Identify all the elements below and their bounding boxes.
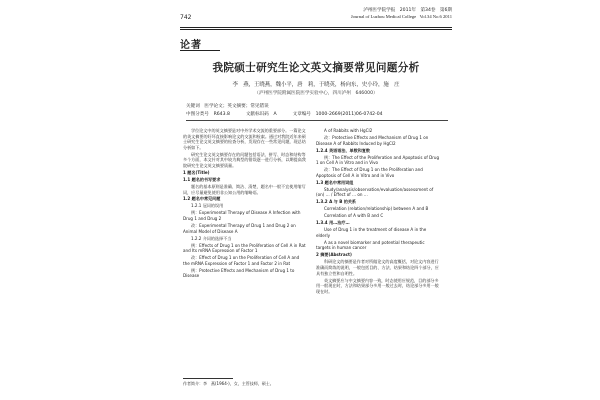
volume-cn: 第34卷 — [420, 8, 436, 13]
page-number: 742 — [180, 14, 192, 21]
body-paragraph: 研究生论文英文摘要存在的问题包括语法、拼写、时态和结构等多个方面，本文针对其中较为典型的错误逐一进行分析，以期提高我院研究生论文英文摘要质量。 — [183, 151, 306, 168]
section-heading: 1.2 题名中常见问题 — [183, 196, 221, 202]
body-paragraph: Correlation of A with B and C — [324, 213, 384, 219]
body-paragraph: 1.2.1 冠词的误用 — [191, 203, 224, 209]
body-paragraph: 例：Effects of Drug 1 on the Proliferation of Cell A in Rat and Its mRNA Expression of Factor 1 — [183, 242, 306, 254]
body-paragraph: 改：Protective Effects and Mechanism of Drug 1 on Disease A of Rabbits Induced by HgCl2 — [316, 134, 429, 146]
journal-name-cn: 泸州医学院学报 — [363, 8, 396, 13]
body-paragraph: 例：Experimental Therapy of Disease A Infection with Drug 1 and Drug 2 — [183, 210, 301, 222]
section-heading: 1.3.2 A 与 B 的关系 — [316, 199, 357, 205]
running-header — [286, 8, 452, 20]
body-column-left — [183, 128, 307, 280]
body-paragraph: 例：The Effect of the Proliferation and Apoptosis of Drug 1 on Cell A in Vitro and in Vivo — [316, 154, 440, 166]
header-rule-thick — [180, 27, 452, 28]
body-paragraph: 改：Effect of Drug 1 on the Proliferation of Cell A and the mRNA Expression of Factor 1 and Factor 2 in Rat — [183, 255, 300, 266]
section-rule — [180, 50, 220, 51]
body-column-right — [316, 128, 440, 296]
body-paragraph: 学位论文中的英文摘要是对中外学术交流的重要部分。一篇论文的英文摘要的好坏直接影响论文的交流和检索。通过对我院近年来硕士研究生论文英文摘要的检查分析，发现存在一些常见问题，现总结分析如下。 — [183, 128, 306, 150]
article-title: 我院硕士研究生论文英文摘要常见问题分析 — [212, 62, 420, 74]
body-paragraph: Correlation (relation/relationship) between A and B — [324, 206, 429, 212]
section-heading: 1.1 题名的书写要求 — [183, 176, 221, 182]
section-label: 论著 — [180, 40, 202, 51]
section-heading: 2 摘要(Abstract) — [316, 252, 352, 258]
document-code: 文献标识码 A — [245, 112, 277, 117]
keywords: 关键词 医学论文；英文摘要；常见错误 — [186, 104, 269, 109]
body-paragraph: 科研论文的摘要是作者对所做论文的高度概括，对论文内容进行准确而简练的说明，一般包括目的、方法、结果和结论四个部分，应具有独立性和自明性。 — [316, 259, 439, 276]
body-paragraph: 改：The Effect of Drug 1 on the Proliferation and Apoptosis of Cell A in Vitro and in Vivo — [316, 167, 423, 178]
header-rule-thin — [180, 29, 452, 30]
issue-cn: 第6期 — [439, 8, 452, 13]
body-paragraph: 1.2.2 介词的选择不当 — [191, 235, 232, 241]
section-heading: 1 题名(Title) — [183, 169, 210, 175]
body-paragraph: 例：Protective Effects and Mechanism of Drug 1 to Disease — [183, 267, 295, 279]
section-heading: 1.3 题名中常用词组 — [316, 179, 354, 185]
body-paragraph: 英文摘要应与中文摘要内容一致，时态使用应规范，目的部分多用一般现在时，方法和结果部分多用一般过去时，结论部分多用一般现在时。 — [316, 277, 439, 294]
author-list: 李 燕，王晓燕，魏小平，唐 莉，于晓英，杨向东，史小玲，施 庄 — [232, 82, 400, 88]
body-paragraph: A as a novel biomarker and potential therapeutic targets in human cancer — [316, 239, 425, 251]
clc-number: 中图分类号 R643.8 — [186, 112, 230, 117]
body-paragraph: 改：Experimental Therapy of Drug 1 and Drug 2 on Animal Model of Disease A — [183, 223, 296, 234]
body-paragraph: Study/analysis/observation/evaluation/assessment of (on) … / Effect of … on … — [316, 186, 434, 198]
year-cn: 2011年 — [399, 8, 417, 13]
author-footnote: 作者简介：李 燕(1964-)，女，主管技师，硕士。 — [183, 381, 274, 386]
footnote-rule — [183, 378, 233, 379]
body-paragraph: Use of Drug 1 in the treatment of disease A in the elderly — [316, 227, 427, 238]
section-heading: 1.3.4 用…治疗… — [316, 220, 350, 226]
article-id: 文章编号 1000-2669(2011)06-0742-04 — [292, 112, 383, 117]
section-heading: 1.2.4 英语语法、单数和复数 — [316, 147, 371, 153]
article-metadata — [186, 111, 448, 117]
affiliation: （泸州医学院附属医院医学实验中心，四川泸州 646000） — [254, 91, 378, 96]
body-paragraph: 题名的基本原则是准确、简洁、清楚，题名中一般不宜使用缩写词，应尽量避免使用非公知公用的缩略语。 — [183, 183, 306, 195]
volume-en: Vol.34 No.6 2011 — [419, 14, 452, 19]
body-paragraph: A of Rabbits with HgCl2 — [324, 128, 373, 133]
journal-name-en: Journal of Luzhou Medical College — [350, 14, 417, 19]
metadata-rule — [186, 120, 448, 121]
